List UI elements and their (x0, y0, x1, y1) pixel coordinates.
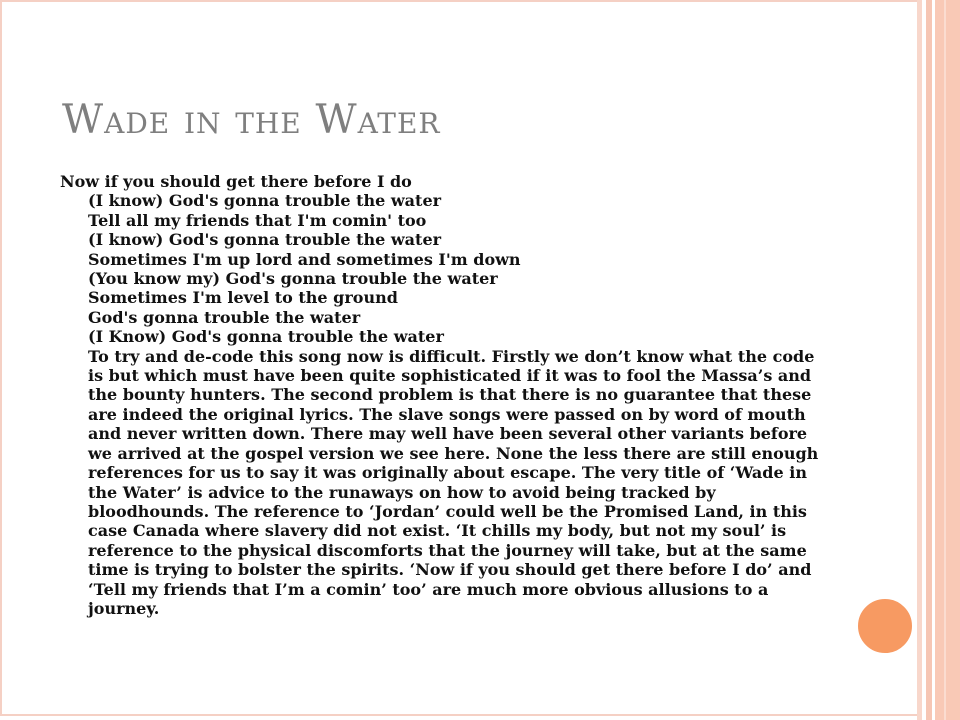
decorative-stripe (935, 0, 960, 720)
analysis-paragraph: To try and de-code this song now is difficult. Firstly we don’t know what the code is but which must have been quite sophisticated if it was to fool the Massa’s and the bounty hunters. The second problem is that there is no guarantee that these are indeed the original lyrics. The slave songs were passed on by word of mouth and never written down. There may well have been several other variants before we arrived at the gospel version we see here. None the less there are still enough references for us to say it was originally about escape. The very title of ‘Wade in the Water’ is advice to the runaways on how to avoid being tracked by bloodhounds. The reference to ‘Jordan’ could well be the Promised Land, in this case Canada where slavery did not exist. ‘It chills my body, but not my soul’ is reference to the physical discomforts that the journey will take, but at the same time is trying to bolster the spirits. ‘Now if you should get there before I do’ and ‘Tell my friends that I’m a comin’ too’ are much more obvious allusions to a journey. (88, 346, 819, 618)
lyric-line: Sometimes I'm up lord and sometimes I'm down (88, 249, 521, 269)
lyric-line: (I know) God's gonna trouble the water (88, 191, 442, 211)
slide-body (60, 172, 835, 618)
lyric-line: Sometimes I'm level to the ground (88, 288, 398, 308)
decorative-circle (856, 597, 914, 655)
decorative-stripe (944, 0, 946, 720)
lyric-line: God's gonna trouble the water (88, 307, 361, 327)
slide-title: Wade in the Water (62, 97, 441, 143)
lyric-line: (I know) God's gonna trouble the water (88, 230, 442, 250)
lyrics-block (60, 191, 835, 618)
lyric-first-line: Now if you should get there before I do (60, 172, 412, 191)
lyric-line: (You know my) God's gonna trouble the water (88, 269, 498, 289)
lyric-line: Tell all my friends that I'm comin' too (88, 210, 427, 230)
lyric-line: (I Know) God's gonna trouble the water (88, 327, 444, 347)
